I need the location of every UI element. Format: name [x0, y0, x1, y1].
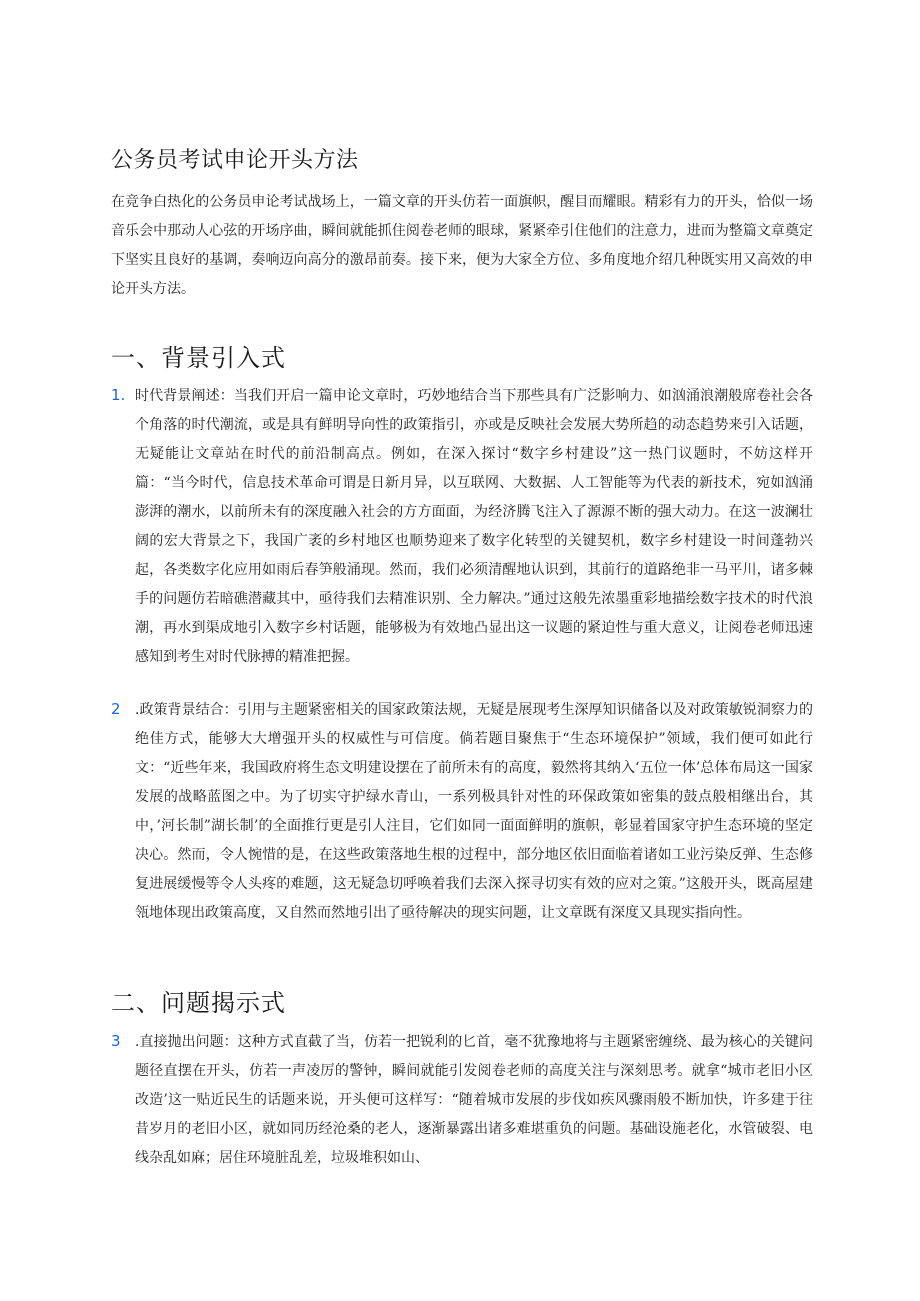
list-item-1 [111, 381, 813, 672]
intro-paragraph: 在竞争白热化的公务员申论考试战场上，一篇文章的开头仿若一面旗帜，醒目而耀眼。精彩有力的开头，恰似一场音乐会中那动人心弦的开场序曲，瞬间就能抓住阅卷老师的眼球，紧紧牵引住他们的注意力，进而为整篇文章奠定下坚实且良好的基调，奏响迈向高分的激昂前奏。接下来，便为大家全方位、多角度地介绍几种既实用又高效的申论开头方法。 [111, 194, 813, 297]
list-item-3 [111, 1027, 813, 1173]
document-title: 公务员考试申论开头方法 [111, 148, 359, 173]
section-heading-background: 一、背景引入式 [111, 344, 286, 372]
section-heading-problem: 二、问题揭示式 [111, 989, 286, 1017]
list-item-text: .政策背景结合：引用与主题紧密相关的国家政策法规，无疑是展现考生深厚知识储备以及对政策敏锐洞察力的绝佳方式，能够大大增强开头的权威性与可信度。倘若题目聚焦于“生态环境保护”领域，我们便可如此行文：“近些年来，我国政府将生态文明建设摆在了前所未有的高度，毅然将其纳入‘五位一体’总体布局这一国家发展的战略蓝图之中。为了切实守护绿水青山，一系列极具针对性的环保政策如密集的鼓点般相继出台，其中，’河长制”湖长制’的全面推行更是引人注目，它们如同一面面鲜明的旗帜，彰显着国家守护生态环境的坚定决心。然而，令人惋惜的是，在这些政策落地生根的过程中，部分地区依旧面临着诸如工业污染反弹、生态修复进展缓慢等令人头疼的难题，这无疑急切呼唤着我们去深入探寻切实有效的应对之策。”这般开头，既高屋建瓴地体现出政策高度，又自然而然地引出了亟待解决的现实问题，让文章既有深度又具现实指向性。 [135, 702, 813, 921]
list-item-text: 时代背景阐述：当我们开启一篇申论文章时，巧妙地结合当下那些具有广泛影响力、如汹涌浪潮般席卷社会各个角落的时代潮流，或是具有鲜明导向性的政策指引，亦或是反映社会发展大势所趋的动态趋势来引入话题，无疑能让文章站在时代的前沿制高点。例如，在深入探讨“数字乡村建设”这一热门议题时，不妨这样开篇：“当今时代，信息技术革命可谓是日新月异，以互联网、大数据、人工智能等为代表的新技术，宛如汹涌澎湃的潮水，以前所未有的深度融入社会的方方面面，为经济腾飞注入了源源不断的强大动力。在这一波澜壮阔的宏大背景之下，我国广袤的乡村地区也顺势迎来了数字化转型的关键契机，数字乡村建设一时间蓬勃兴起，各类数字化应用如雨后春笋般涌现。然而，我们必须清醒地认识到，其前行的道路绝非一马平川，诸多棘手的问题仿若暗礁潜藏其中，亟待我们去精准识别、全力解决。”通过这般先浓墨重彩地描绘数字技术的时代浪潮，再水到渠成地引入数字乡村话题，能够极为有效地凸显出这一议题的紧迫性与重大意义，让阅卷老师迅速感知到考生对时代脉搏的精准把握。 [135, 388, 813, 665]
list-item-2 [111, 695, 813, 928]
list-number: 3 [111, 1032, 121, 1050]
list-number: 2 [111, 700, 121, 718]
list-number: 1. [111, 386, 126, 404]
list-item-text: .直接抛出问题：这种方式直截了当，仿若一把锐利的匕首，毫不犹豫地将与主题紧密缠绕、最为核心的关键问题径直摆在开头，仿若一声凌厉的警钟，瞬间就能引发阅卷老师的高度关注与深刻思考。就拿“城市老旧小区改造’这一贴近民生的话题来说，开头便可这样写：“随着城市发展的步伐如疾风骤雨般不断加快，许多建于往昔岁月的老旧小区，就如同历经沧桑的老人，逐渐暴露出诸多难堪重负的问题。基础设施老化，水管破裂、电线杂乱如麻；居住环境脏乱差，垃圾堆积如山、 [135, 1034, 813, 1166]
